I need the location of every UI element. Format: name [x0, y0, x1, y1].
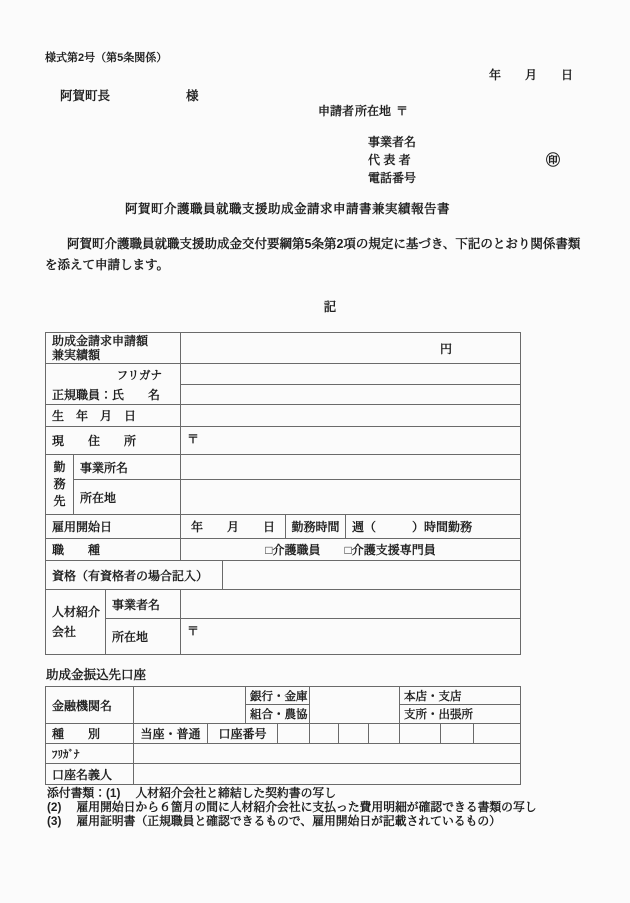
applicant-label: 申請者	[318, 104, 355, 118]
seal-icon: ㊞	[546, 152, 560, 168]
applicant-location-label: 所在地	[355, 104, 392, 118]
amount-label-cell	[46, 333, 181, 364]
regular-staff-name-label: 正規職員：氏 名	[52, 387, 161, 402]
qualification-input-cell	[223, 561, 521, 590]
table-row	[46, 561, 521, 590]
account-digit-cell	[310, 724, 339, 744]
business-name-label: 事業者名	[368, 135, 417, 149]
work-hours-label: 勤務時間	[286, 515, 346, 539]
table-row	[46, 364, 521, 385]
office-name-label: 事業所名	[74, 455, 181, 480]
branch-type-1: 本店・支店	[400, 687, 521, 705]
agency-name-label: 事業者名	[106, 590, 181, 619]
office-address-label: 所在地	[74, 480, 181, 515]
account-kind-label: 種 別	[46, 724, 134, 744]
attachment-line-2: (2) 雇用開始日から６箇月の間に人材紹介会社に支払った費用明細が確認できる書類の写し	[47, 800, 537, 815]
institution-name-input-cell	[134, 687, 246, 724]
name-input-cell	[181, 385, 521, 405]
branch-name-input-cell	[310, 687, 400, 724]
applicant-postal-mark: 〒	[396, 104, 409, 118]
institution-type-1: 銀行・金庫	[246, 687, 310, 705]
account-digit-cell	[441, 724, 474, 744]
table-row	[46, 619, 521, 655]
account-number-label: 口座番号	[208, 724, 278, 744]
addressee-honorific: 様	[186, 89, 199, 103]
account-digit-cell	[369, 724, 400, 744]
document-title: 阿賀町介護職員就職支援助成金請求申請書兼実績報告書	[124, 202, 450, 216]
account-furigana-label: ﾌﾘｶﾞﾅ	[46, 744, 134, 764]
amount-label-line1: 助成金請求申請額	[52, 334, 149, 348]
office-address-input-cell	[181, 480, 521, 515]
addressee: 阿賀町長	[60, 89, 111, 103]
agency-address-input-cell: 〒	[181, 619, 521, 655]
account-holder-label: 口座名義人	[46, 764, 134, 785]
work-hours-value-cell: 週（ ）時間勤務	[346, 515, 521, 539]
workplace-group-label: 勤務先	[46, 455, 74, 515]
date-line: 年 月 日	[489, 68, 574, 82]
form-number: 様式第2号（第5条関係）	[45, 52, 168, 64]
table-row	[46, 724, 521, 744]
amount-input-cell: 円	[181, 333, 521, 364]
institution-label: 金融機関名	[46, 687, 134, 724]
job-type-label: 職 種	[46, 539, 181, 561]
institution-type-2: 組合・農協	[246, 705, 310, 724]
agency-name-input-cell	[181, 590, 521, 619]
representative-label: 代 表 者	[368, 153, 411, 167]
table-row	[46, 480, 521, 515]
body-paragraph: 阿賀町介護職員就職支援助成金交付要綱第5条第2項の規定に基づき、下記のとおり関係書類を添えて申請します。	[45, 237, 581, 272]
qualification-label: 資格（有資格者の場合記入）	[46, 561, 223, 590]
bank-account-table	[45, 686, 521, 785]
current-address-input-cell: 〒	[181, 427, 521, 455]
amount-label-line2: 兼実績額	[52, 348, 101, 362]
account-digit-cell	[339, 724, 369, 744]
agency-address-label: 所在地	[106, 619, 181, 655]
office-name-input-cell	[181, 455, 521, 480]
table-row	[46, 764, 521, 785]
branch-type-2: 支所・出張所	[400, 705, 521, 724]
table-row	[46, 539, 521, 561]
attachment-line-1: 添付書類：(1) 人材紹介会社と締結した契約書の写し	[47, 786, 337, 800]
birthdate-label: 生 年 月 日	[46, 405, 181, 427]
table-row	[46, 427, 521, 455]
phone-label: 電話番号	[368, 171, 417, 185]
employment-start-date-cell: 年 月 日	[181, 515, 286, 539]
table-row	[46, 515, 521, 539]
application-table	[45, 332, 521, 655]
table-row	[46, 405, 521, 427]
account-digit-cell	[474, 724, 521, 744]
name-label-cell	[46, 364, 181, 405]
record-mark: 記	[323, 300, 337, 314]
account-digit-cell	[400, 724, 441, 744]
table-row	[46, 744, 521, 764]
attachments-note	[47, 786, 607, 829]
bank-section-heading: 助成金振込先口座	[46, 668, 147, 682]
job-type-options: □介護職員 □介護支援専門員	[181, 539, 521, 561]
employment-start-label: 雇用開始日	[46, 515, 181, 539]
agency-group-label: 人材紹介会社	[46, 590, 106, 655]
account-furigana-input-cell	[134, 744, 521, 764]
table-row	[46, 590, 521, 619]
account-kind-value: 当座・普通	[134, 724, 208, 744]
birthdate-input-cell	[181, 405, 521, 427]
account-holder-input-cell	[134, 764, 521, 785]
table-row	[46, 687, 521, 705]
attachment-line-3: (3) 雇用証明書（正規職員と確認できるもので、雇用開始日が記載されているもの）	[47, 814, 501, 829]
furigana-label: フリガナ	[116, 369, 163, 382]
current-address-label: 現 住 所	[46, 427, 181, 455]
table-row	[46, 333, 521, 364]
table-row	[46, 455, 521, 480]
furigana-input-cell	[181, 364, 521, 385]
account-digit-cell	[278, 724, 310, 744]
